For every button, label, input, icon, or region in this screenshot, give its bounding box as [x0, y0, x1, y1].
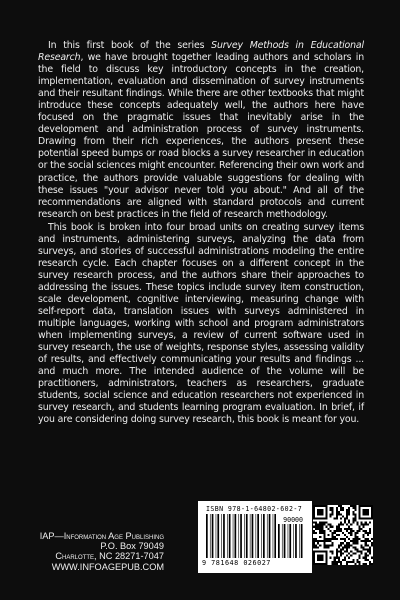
publisher-po-box: P.O. Box 79049 [100, 541, 164, 552]
publisher-info [36, 531, 164, 572]
series-title: Survey Methods in Educational Research [38, 40, 364, 64]
blurb-intro-text: In this first book of the series [48, 40, 212, 51]
isbn-barcode [198, 501, 312, 573]
back-cover-blurb [38, 40, 364, 427]
publisher-name: IAP—Information Age Publishing [39, 531, 164, 541]
addon-barcode-bars [278, 524, 304, 558]
publisher-url[interactable]: WWW.INFOAGEPUB.COM [51, 561, 164, 572]
qr-code[interactable] [313, 505, 373, 565]
publisher-city: Charlotte, NC 28271-7047 [55, 551, 164, 562]
ean-digits-text: 9 781648 026027 [202, 559, 271, 567]
blurb-paragraph-1 [38, 40, 364, 221]
ean-barcode-bars [206, 514, 276, 558]
price-code-text: 90000 [283, 516, 303, 524]
blurb-paragraph-2: This book is broken into four broad units on creating survey items and instruments, administering surveys, analyzing the data from surveys, and stories of successful administrations modeling the entire research cycle. Each chapter focuses on a different concept in the survey research process, and the authors share their approaches to addressing the issues. These topics include survey item construction, scale development, cognitive interviewing, measuring change with self-report data, translation issues with surveys administered in multiple languages, working with school and program administrators when implementing surveys, a review of current software used in survey research, the use of weights, response styles, assessing validity of results, and effectively communicating your results and findings ... and much more. The intended audience of the volume will be practitioners, administrators, teachers as researchers, graduate students, social science and education researchers not experienced in survey research, and students learning program evaluation. In brief, if you are considering doing survey research, this book is meant for you. [38, 221, 364, 426]
isbn-text: ISBN 978-1-64802-602-7 [206, 505, 303, 513]
blurb-paragraph-1-text: , we have brought together leading authors and scholars in the field to discuss key introductory concepts in the creation, implementation, evaluation and dissemination of survey instruments and their resultant findings. While there are other textbooks that might introduce these concepts adequately well, the authors here have focused on the pragmatic issues that inevitably arise in the development and administration process of survey instruments. Drawing from their rich experiences, the authors present these potential speed bumps or road blocks a survey researcher in education or the social sciences might encounter. Referencing their own work and practice, the authors provide valuable suggestions for dealing with these issues "your advisor never told you about." And all of the recommendations are aligned with standard protocols and current research on best practices in the field of research methodology. [38, 52, 364, 220]
